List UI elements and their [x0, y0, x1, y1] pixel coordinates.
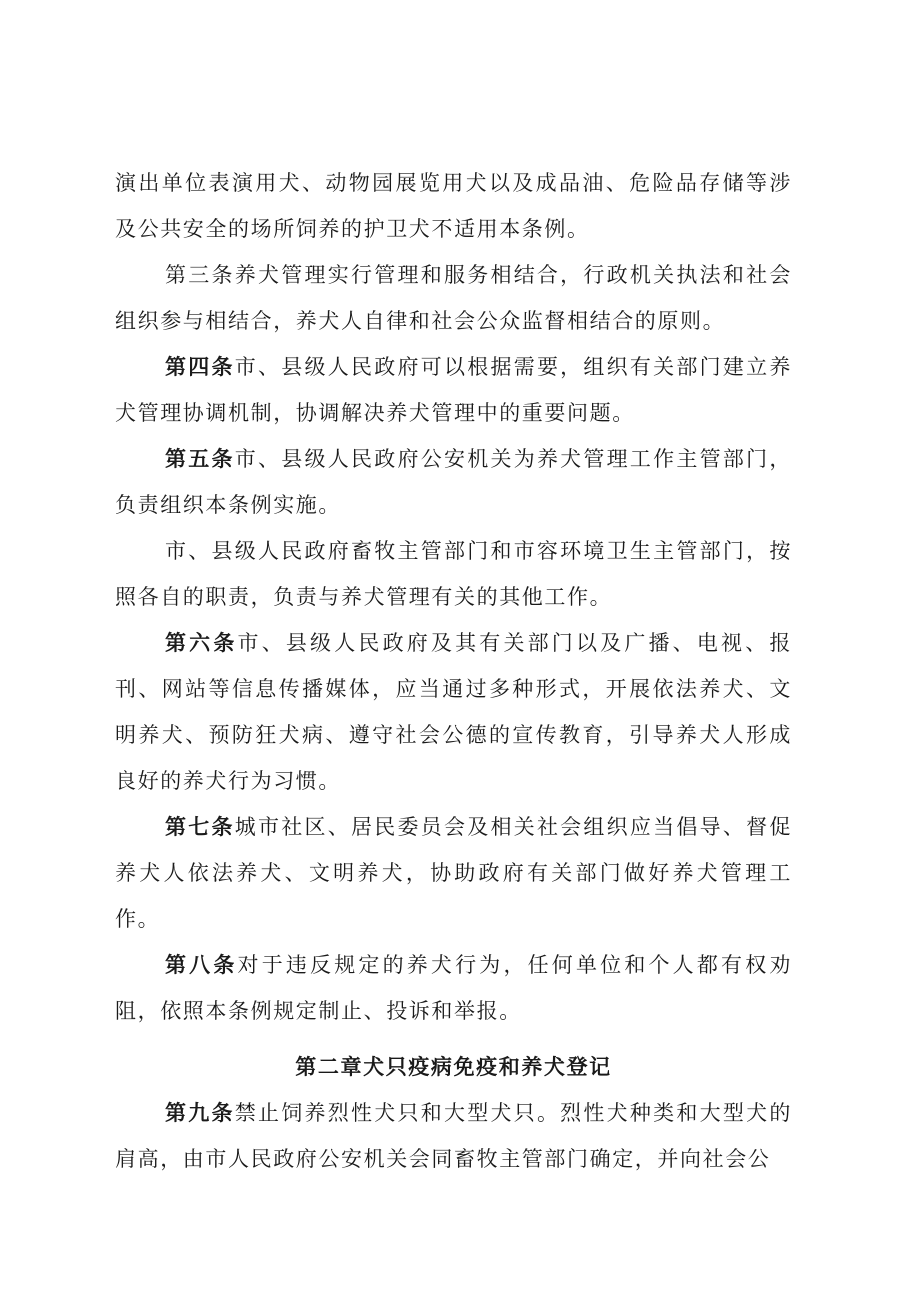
article-number: 第六条: [165, 630, 238, 655]
paragraph-text: 演出单位表演用犬、动物园展览用犬以及成品油、危险品存储等涉及公共安全的场所饲养的护卫犬不适用本条例。: [115, 171, 792, 241]
paragraph-article-8: [115, 942, 792, 1034]
article-number: 第八条: [165, 952, 238, 977]
paragraph-text: 市、县级人民政府公安机关为养犬管理工作主管部门，负责组织本条例实施。: [115, 447, 792, 517]
article-number: 第四条: [165, 354, 235, 379]
paragraph-text: 第三条养犬管理实行管理和服务相结合，行政机关执法和社会组织参与相结合，养犬人自律和社会公众监督相结合的原则。: [115, 263, 792, 333]
paragraph-article-5-clause-2: [115, 528, 792, 620]
paragraph-text: 市、县级人民政府及其有关部门以及广播、电视、报刊、网站等信息传播媒体，应当通过多种形式，开展依法养犬、文明养犬、预防狂犬病、遵守社会公德的宣传教育，引导养犬人形成良好的养犬行为习惯。: [115, 631, 792, 793]
paragraph-text: 城市社区、居民委员会及相关社会组织应当倡导、督促养犬人依法养犬、文明养犬，协助政府有关部门做好养犬管理工作。: [115, 815, 792, 931]
paragraph-article-9: [115, 1090, 792, 1182]
paragraph-continuation: [115, 160, 792, 252]
chapter-heading: 第二章犬只疫病免疫和养犬登记: [295, 1054, 612, 1079]
paragraph-text: 对于违反规定的养犬行为，任何单位和个人都有权劝阻，依照本条例规定制止、投诉和举报。: [115, 953, 792, 1023]
paragraph-article-6: [115, 620, 792, 804]
paragraph-article-4: [115, 344, 792, 436]
document-body: [115, 160, 792, 1182]
paragraph-article-3: [115, 252, 792, 344]
paragraph-text: 禁止饲养烈性犬只和大型犬只。烈性犬种类和大型犬的肩高，由市人民政府公安机关会同畜牧主管部门确定，并向社会公: [115, 1101, 792, 1171]
article-number: 第七条: [165, 814, 235, 839]
paragraph-article-7: [115, 804, 792, 942]
paragraph-article-5: [115, 436, 792, 528]
paragraph-text: 市、县级人民政府畜牧主管部门和市容环境卫生主管部门，按照各自的职责，负责与养犬管理有关的其他工作。: [115, 539, 792, 609]
article-number: 第九条: [165, 1100, 235, 1125]
article-number: 第五条: [165, 446, 235, 471]
paragraph-text: 市、县级人民政府可以根据需要，组织有关部门建立养犬管理协调机制，协调解决养犬管理中的重要问题。: [115, 355, 792, 425]
